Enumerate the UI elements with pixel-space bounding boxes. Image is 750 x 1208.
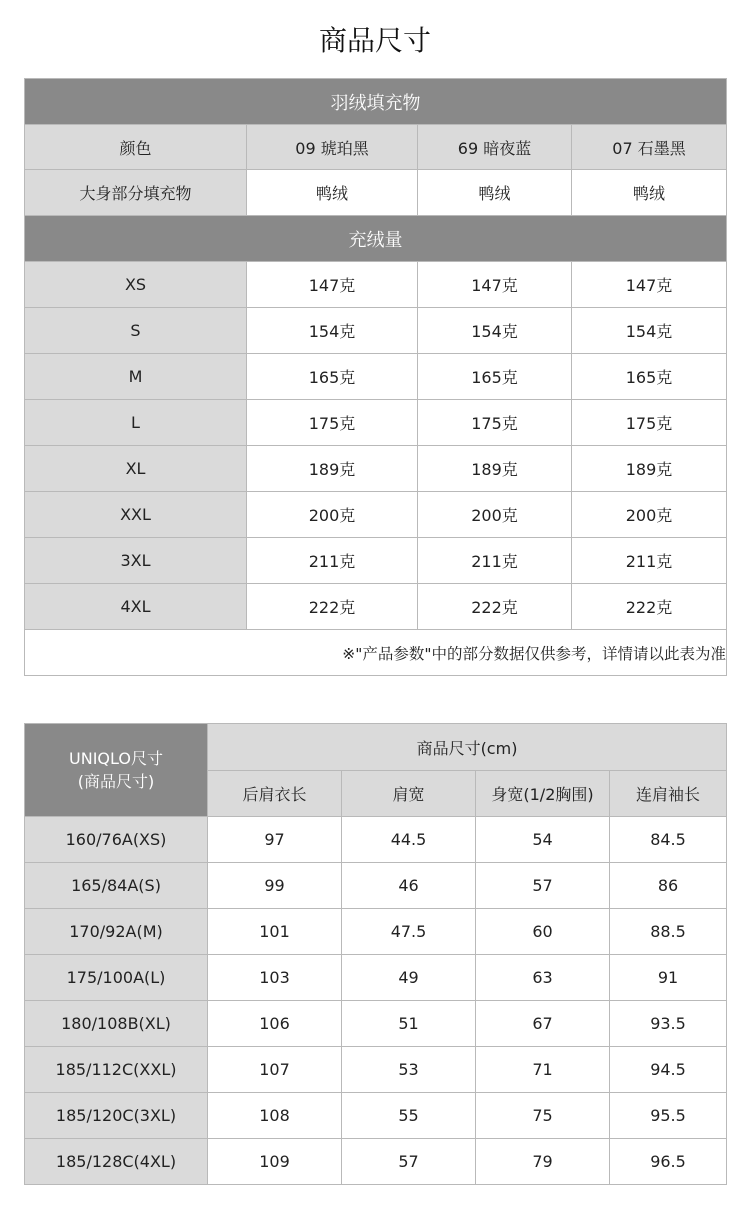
measurement-cell: 44.5 [342,817,476,863]
fill-amount-cell: 200克 [418,492,572,538]
column-header: 身宽(1/2胸围) [476,771,610,817]
measurement-cell: 96.5 [610,1139,727,1185]
size-label: 4XL [25,584,247,630]
fill-amount-cell: 175克 [247,400,418,446]
table-row [25,584,727,630]
size-label: 185/128C(4XL) [25,1139,208,1185]
measurement-cell: 84.5 [610,817,727,863]
measurement-cell: 94.5 [610,1047,727,1093]
measurement-cell: 49 [342,955,476,1001]
size-label: XS [25,262,247,308]
measurement-cell: 53 [342,1047,476,1093]
table-row [25,538,727,584]
table-row [25,863,727,909]
column-header: 后肩衣长 [208,771,342,817]
measurement-cell: 109 [208,1139,342,1185]
table-row [25,955,727,1001]
size-label: 185/112C(XXL) [25,1047,208,1093]
size-table [24,723,727,1185]
measurement-cell: 101 [208,909,342,955]
fill-band-header: 羽绒填充物 [25,79,727,125]
table-row [25,446,727,492]
measurement-cell: 97 [208,817,342,863]
table-row [25,400,727,446]
table-row [25,1047,727,1093]
corner-line1: UNIQLO尺寸 [69,749,163,768]
size-label: XL [25,446,247,492]
fill-amount-cell: 200克 [247,492,418,538]
size-label: 175/100A(L) [25,955,208,1001]
column-header: 肩宽 [342,771,476,817]
fill-amount-cell: 165克 [247,354,418,400]
color-label: 颜色 [25,125,247,170]
size-label: 180/108B(XL) [25,1001,208,1047]
table-row [25,1001,727,1047]
size-label: 160/76A(XS) [25,817,208,863]
size-label: L [25,400,247,446]
size-group-header: 商品尺寸(cm) [208,724,727,771]
measurement-cell: 99 [208,863,342,909]
fill-amount-cell: 189克 [247,446,418,492]
measurement-cell: 57 [476,863,610,909]
fill-amount-cell: 147克 [418,262,572,308]
fill-amount-cell: 175克 [418,400,572,446]
table-row [25,817,727,863]
measurement-cell: 71 [476,1047,610,1093]
measurement-cell: 51 [342,1001,476,1047]
measurement-cell: 63 [476,955,610,1001]
size-label: S [25,308,247,354]
column-header: 连肩袖长 [610,771,727,817]
color-header: 09 琥珀黑 [247,125,418,170]
measurement-cell: 88.5 [610,909,727,955]
table-row [25,308,727,354]
body-fill-value: 鸭绒 [572,170,727,216]
body-fill-value: 鸭绒 [418,170,572,216]
amount-band-header: 充绒量 [25,216,727,262]
fill-amount-cell: 147克 [247,262,418,308]
measurement-cell: 103 [208,955,342,1001]
fill-amount-cell: 175克 [572,400,727,446]
fill-amount-cell: 154克 [418,308,572,354]
fill-amount-cell: 222克 [247,584,418,630]
measurement-cell: 47.5 [342,909,476,955]
measurement-cell: 86 [610,863,727,909]
measurement-cell: 54 [476,817,610,863]
fill-amount-cell: 189克 [418,446,572,492]
fill-amount-cell: 200克 [572,492,727,538]
measurement-cell: 60 [476,909,610,955]
measurement-cell: 79 [476,1139,610,1185]
page-title: 商品尺寸 [318,24,431,57]
table-row [25,354,727,400]
measurement-cell: 106 [208,1001,342,1047]
fill-table [24,78,727,676]
fill-amount-cell: 222克 [418,584,572,630]
fill-amount-cell: 189克 [572,446,727,492]
fill-amount-cell: 165克 [418,354,572,400]
table-row [25,1139,727,1185]
size-corner-header [25,724,208,817]
measurement-cell: 46 [342,863,476,909]
size-label: 170/92A(M) [25,909,208,955]
table-row [25,492,727,538]
measurement-cell: 55 [342,1093,476,1139]
table-row [25,262,727,308]
fill-amount-cell: 211克 [572,538,727,584]
size-label: 165/84A(S) [25,863,208,909]
footnote: ※"产品参数"中的部分数据仅供参考，详情请以此表为准 [25,630,727,676]
body-fill-value: 鸭绒 [247,170,418,216]
table-row [25,909,727,955]
corner-line2: (商品尺寸) [77,772,155,791]
size-label: M [25,354,247,400]
size-label: XXL [25,492,247,538]
fill-amount-cell: 147克 [572,262,727,308]
fill-amount-cell: 222克 [572,584,727,630]
color-header: 69 暗夜蓝 [418,125,572,170]
size-label: 185/120C(3XL) [25,1093,208,1139]
measurement-cell: 108 [208,1093,342,1139]
measurement-cell: 91 [610,955,727,1001]
color-header: 07 石墨黑 [572,125,727,170]
measurement-cell: 107 [208,1047,342,1093]
measurement-cell: 57 [342,1139,476,1185]
measurement-cell: 75 [476,1093,610,1139]
fill-amount-cell: 154克 [247,308,418,354]
measurement-cell: 95.5 [610,1093,727,1139]
measurement-cell: 93.5 [610,1001,727,1047]
size-label: 3XL [25,538,247,584]
fill-amount-cell: 211克 [418,538,572,584]
measurement-cell: 67 [476,1001,610,1047]
table-row [25,1093,727,1139]
fill-amount-cell: 165克 [572,354,727,400]
fill-amount-cell: 211克 [247,538,418,584]
body-fill-label: 大身部分填充物 [25,170,247,216]
fill-amount-cell: 154克 [572,308,727,354]
